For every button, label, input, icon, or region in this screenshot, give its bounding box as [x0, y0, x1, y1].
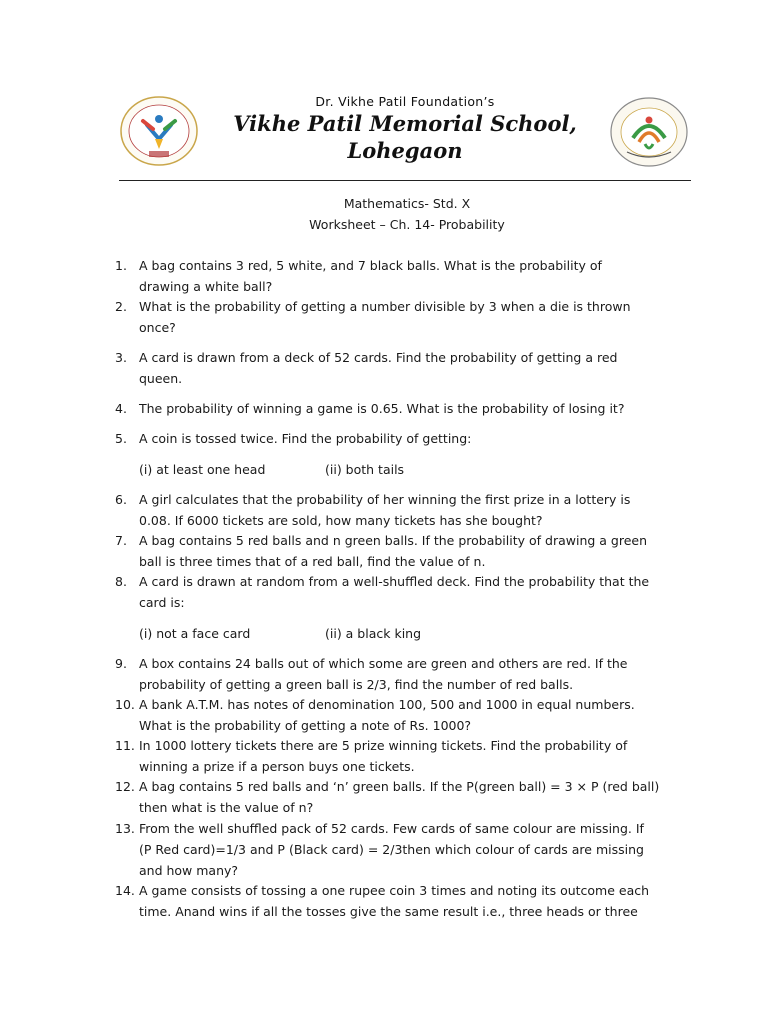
foundation-seal-icon	[119, 95, 199, 167]
question-5-option-ii: (ii) both tails	[325, 462, 405, 477]
question-8-option-ii: (ii) a black king	[325, 626, 422, 641]
worksheet-page: Dr. Vikhe Patil Foundation’s Vikhe Patil Memorial School, Lohegaon Mathematics- Std. X Worksheet – Ch. 14- Probability 1. A bag contains 3 red, 5 white, and 7 black balls. What is the probability of drawing a white ball? 2. What is the probability of getting a number divisible by 3 when a die is thrown once? 3. A card is drawn from a deck of 52 cards. Find the probability of getting a red queen. 4. The probability of winning a game is 0.65. What is the probability of losing it? 5. A coin is tossed twice. Find the probability of getting: (i) at least one head (ii) both tails 6. A girl calculates that the probability of her winning the first prize in a lottery is 0.08. If 6000 tickets are sold, how many tickets has she bought? 7. A bag contains 5 red balls and n green balls. If the probability of drawing a green ball is three times that of a red ball, find the value of n. 8. A card is drawn at random from a well-shuffled deck. Find the probability that the card is: (i) not a face card (ii) a black king 9. A box contains 24 balls out of which some are green and others are red. If the probability of getting a green ball is 2/3, find the number of red balls. 10. A bank A.T.M. has notes of denomination 100, 500 and 1000 in equal numbers. What is the probability of getting a note of Rs. 1000? 11. In 1000 lottery tickets there are 5 prize winning tickets. Find the probability of winning a prize if a person buys one tickets. 12. A bag contains 5 red balls and ‘n’ green balls. If the P(green ball) = 3 × P (red ball) then what is the value of n? 13. From the well shuffled pack of 52 cards. Few cards of same colour are missing. If (P Red card)=1/3 and P (Black card) = 2/3then which colour of cards are missing and how many? 14. A game consists of tossing a one rupee coin 3 times and noting its outcome each time. Anand wins if all the tosses give the same result i.e., three heads or three	[0, 0, 768, 1024]
worksheet-title: Worksheet – Ch. 14- Probability	[309, 217, 505, 232]
header-divider	[119, 180, 691, 181]
subject-title: Mathematics- Std. X	[343, 196, 471, 211]
school-name-line2: Lohegaon	[347, 138, 463, 163]
foundation-name: Dr. Vikhe Patil Foundation’s	[315, 94, 495, 109]
school-name-line1: Vikhe Patil Memorial School,	[233, 111, 577, 136]
school-name	[205, 110, 605, 164]
question-5-option-i: (i) at least one head	[139, 462, 266, 477]
question-8-option-i: (i) not a face card	[139, 626, 251, 641]
school-seal-icon	[609, 96, 689, 168]
